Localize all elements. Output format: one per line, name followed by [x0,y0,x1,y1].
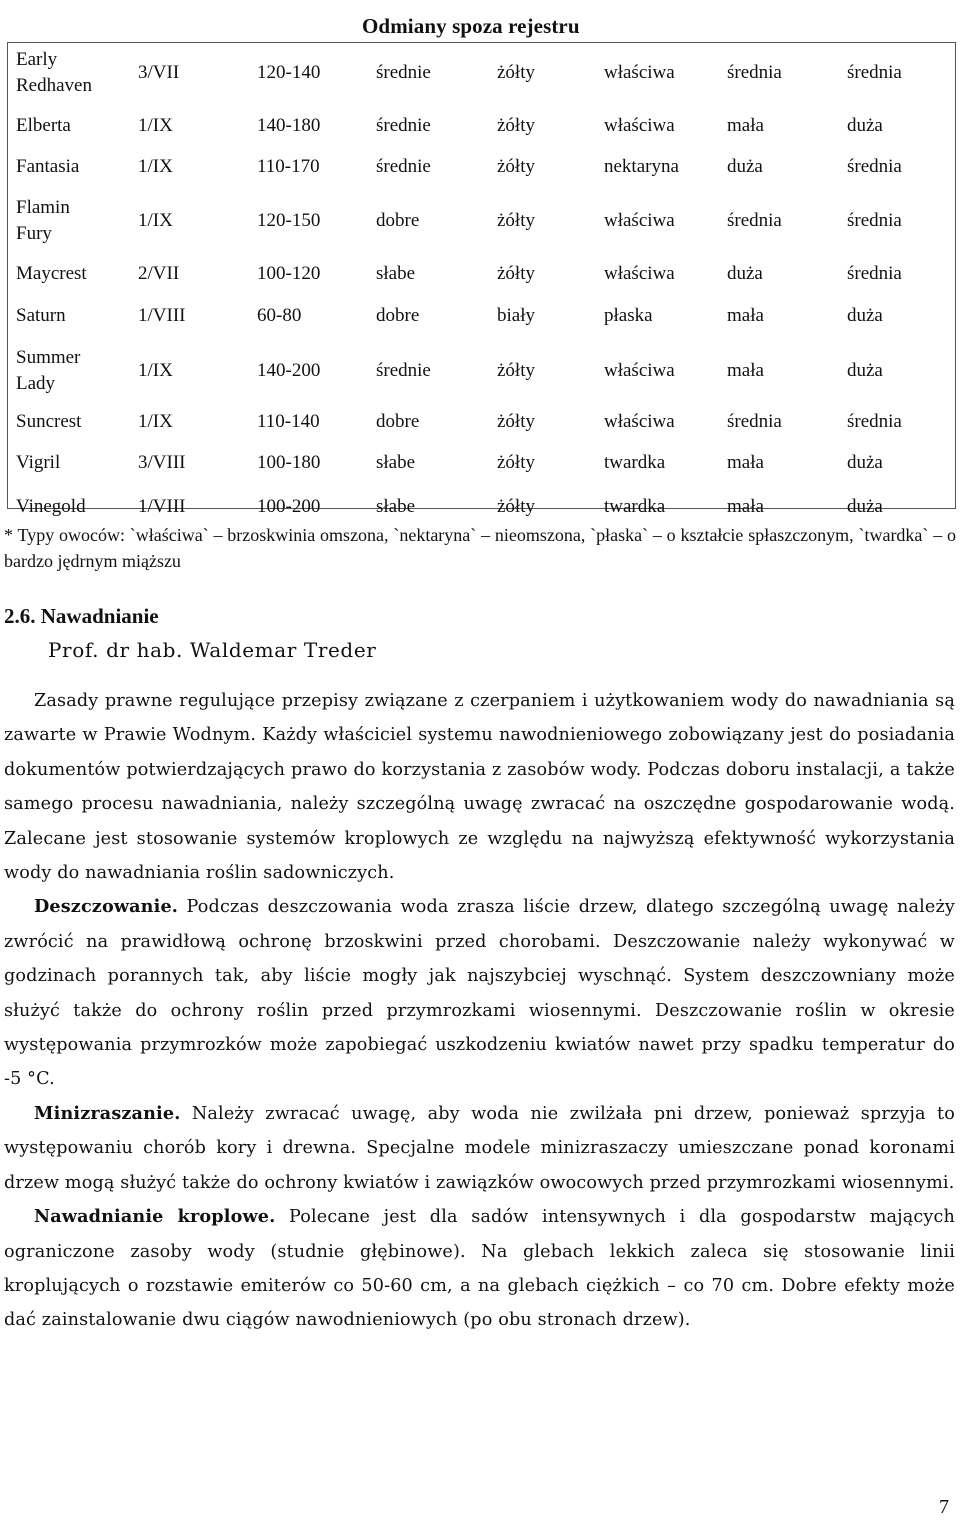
paragraph-intro [4,684,955,890]
table-footnote: * Typy owoców: `właściwa` – brzoskwinia omszona, `nektaryna` – nieomszona, `płaska` – o kształcie spłaszczonym, `twardka` – o bardzo jędrnym miąższu [4,525,956,571]
cell-fruit-type: nektaryna [604,156,679,177]
cell-fruit-weight: 60-80 [257,305,302,326]
cell-fruit-size: słabe [376,452,416,473]
paragraph-minizraszanie [4,1097,955,1200]
cell-fruit-type: właściwa [604,62,675,83]
cell-fruit-weight: 110-140 [257,411,320,432]
cell-variety-name: Saturn [16,305,66,326]
cell-fruit-weight: 100-200 [257,496,321,517]
cell-flesh-color: żółty [497,62,535,83]
cell-vigor: duża [847,115,883,136]
cell-variety-name: Summer Lady [16,347,81,394]
cell-variety-name: Flamin Fury [16,197,70,244]
cell-ripening-date: 1/IX [138,115,173,136]
paragraph-text: Podczas deszczowania woda zrasza liście drzew, dlatego szczególną uwagę należy zwrócić na prawidłową ochronę brzoskwini przed chorobami. Deszczowanie należy wykonywać w godzinach porannych tak, aby liście mogły jak najszybciej wyschnąć. System deszczowniany może służyć także do ochrony roślin przed przymrozkami wiosennymi. Deszczowanie roślin w okresie występowania przymrozków może zapobiegać uszkodzeniu kwiatów nawet przy spadku temperatur do -5 °C. [4,897,955,1090]
paragraph-text: Należy zwracać uwagę, aby woda nie zwilżała pni drzew, ponieważ sprzyja to występowaniu chorób kory i drewna. Specjalne modele minizraszaczy umieszczane ponad koronami drzew mogą służyć także do ochrony kwiatów i zawiązków owocowych przed przymrozkami wiosennymi. [4,1103,955,1193]
cell-variety-name: Suncrest [16,411,82,432]
cell-flesh-color: żółty [497,115,535,136]
cell-ripening-date: 1/VIII [138,305,186,326]
cell-fruit-size: średnie [376,62,431,83]
table-row [8,254,955,294]
cell-fruit-weight: 100-180 [257,452,321,473]
cell-fruit-size: słabe [376,263,416,284]
cell-ripening-date: 1/IX [138,411,173,432]
cell-fruit-size: dobre [376,411,420,432]
cell-vigor: duża [847,360,883,381]
table-row [8,296,955,336]
table-title: Odmiany spoza rejestru [362,14,580,38]
cell-flesh-color: żółty [497,263,535,284]
cell-yield: duża [727,156,763,177]
section-heading: 2.6. Nawadnianie [4,604,159,628]
paragraph-lead: Minizraszanie. [34,1102,181,1124]
cell-fruit-weight: 100-120 [257,263,321,284]
cell-ripening-date: 1/IX [138,210,173,231]
paragraph-lead: Deszczowanie. [34,896,179,918]
cell-fruit-type: twardka [604,496,666,517]
cell-fruit-type: właściwa [604,210,675,231]
paragraph-text: Zasady prawne regulujące przepisy związane z czerpaniem i użytkowaniem wody do nawadniania są zawarte w Prawie Wodnym. Każdy właściciel systemu nawodnieniowego zobowiązany jest do posiadania dokumentów potwierdzających prawo do korzystania z zasobów wody. Podczas doboru instalacji, a także samego procesu nawadniania, należy szczególną uwagę zwracać na oszczędne gospodarowanie wodą. Zalecane jest stosowanie systemów kroplowych ze względu na najwyższą efektywność wykorzystania wody do nawadniania roślin sadowniczych. [4,691,955,884]
cell-flesh-color: żółty [497,411,535,432]
cell-fruit-weight: 110-170 [257,156,320,177]
cell-fruit-type: właściwa [604,360,675,381]
cell-flesh-color: żółty [497,360,535,381]
table-row [8,402,955,442]
cell-vigor: średnia [847,263,902,284]
cell-vigor: duża [847,305,883,326]
cell-vigor: średnia [847,210,902,231]
cell-fruit-weight: 120-150 [257,210,321,231]
cell-flesh-color: żółty [497,496,535,517]
cell-yield: mała [727,305,764,326]
table-row [8,193,955,249]
cell-ripening-date: 1/VIII [138,496,186,517]
paragraph-nawadnianie-kroplowe [4,1200,955,1338]
cell-fruit-type: właściwa [604,411,675,432]
cell-fruit-size: średnie [376,156,431,177]
cell-ripening-date: 1/IX [138,360,173,381]
paragraph-deszczowanie [4,890,955,1096]
paragraph-text: Polecane jest dla sadów intensywnych i dla gospodarstw mających ograniczone zasoby wody (studnie głębinowe). Na glebach lekkich zaleca się stosowanie linii kroplujących o rozstawie emiterów co 50-60 cm, a na glebach ciężkich – co 70 cm. Dobre efekty może dać zainstalowanie dwu ciągów nawodnieniowych (po obu stronach drzew). [4,1207,956,1331]
cell-yield: mała [727,452,764,473]
cell-vigor: średnia [847,156,902,177]
cell-fruit-type: płaska [604,305,653,326]
cell-variety-name: Vigril [16,452,61,473]
cell-fruit-type: twardka [604,452,666,473]
paragraph-lead: Nawadnianie kroplowe. [34,1206,276,1228]
cell-fruit-size: dobre [376,305,420,326]
cell-ripening-date: 3/VII [138,62,180,83]
cell-yield: duża [727,263,763,284]
cell-yield: średnia [727,210,782,231]
cell-yield: średnia [727,411,782,432]
table-row [8,147,955,187]
cell-variety-name: Fantasia [16,156,80,177]
cell-flesh-color: żółty [497,156,535,177]
cell-vigor: duża [847,452,883,473]
cell-fruit-weight: 140-180 [257,115,321,136]
cell-flesh-color: biały [497,305,535,326]
cell-yield: średnia [727,62,782,83]
table-row [8,45,955,101]
section-body [4,684,955,1338]
table-row [8,343,955,399]
page-number: 7 [939,1496,949,1518]
cell-flesh-color: żółty [497,452,535,473]
cell-fruit-type: właściwa [604,115,675,136]
section-author: Prof. dr hab. Waldemar Treder [48,638,377,662]
cell-vigor: średnia [847,411,902,432]
cell-fruit-size: średnie [376,115,431,136]
cell-vigor: średnia [847,62,902,83]
cell-yield: mała [727,496,764,517]
cell-vigor: duża [847,496,883,517]
cell-variety-name: Vinegold [16,496,86,517]
cell-fruit-size: dobre [376,210,420,231]
cell-ripening-date: 2/VII [138,263,180,284]
varieties-table [7,42,956,517]
cell-fruit-type: właściwa [604,263,675,284]
cell-yield: mała [727,115,764,136]
cell-fruit-size: średnie [376,360,431,381]
cell-fruit-weight: 140-200 [257,360,321,381]
cell-ripening-date: 3/VIII [138,452,186,473]
table-row [8,487,955,527]
cell-variety-name: Elberta [16,115,71,136]
cell-variety-name: Maycrest [16,263,87,284]
cell-variety-name: Early Redhaven [16,49,92,96]
cell-fruit-weight: 120-140 [257,62,321,83]
cell-flesh-color: żółty [497,210,535,231]
cell-yield: mała [727,360,764,381]
table-row [8,443,955,483]
table-row [8,106,955,146]
cell-ripening-date: 1/IX [138,156,173,177]
cell-fruit-size: słabe [376,496,416,517]
